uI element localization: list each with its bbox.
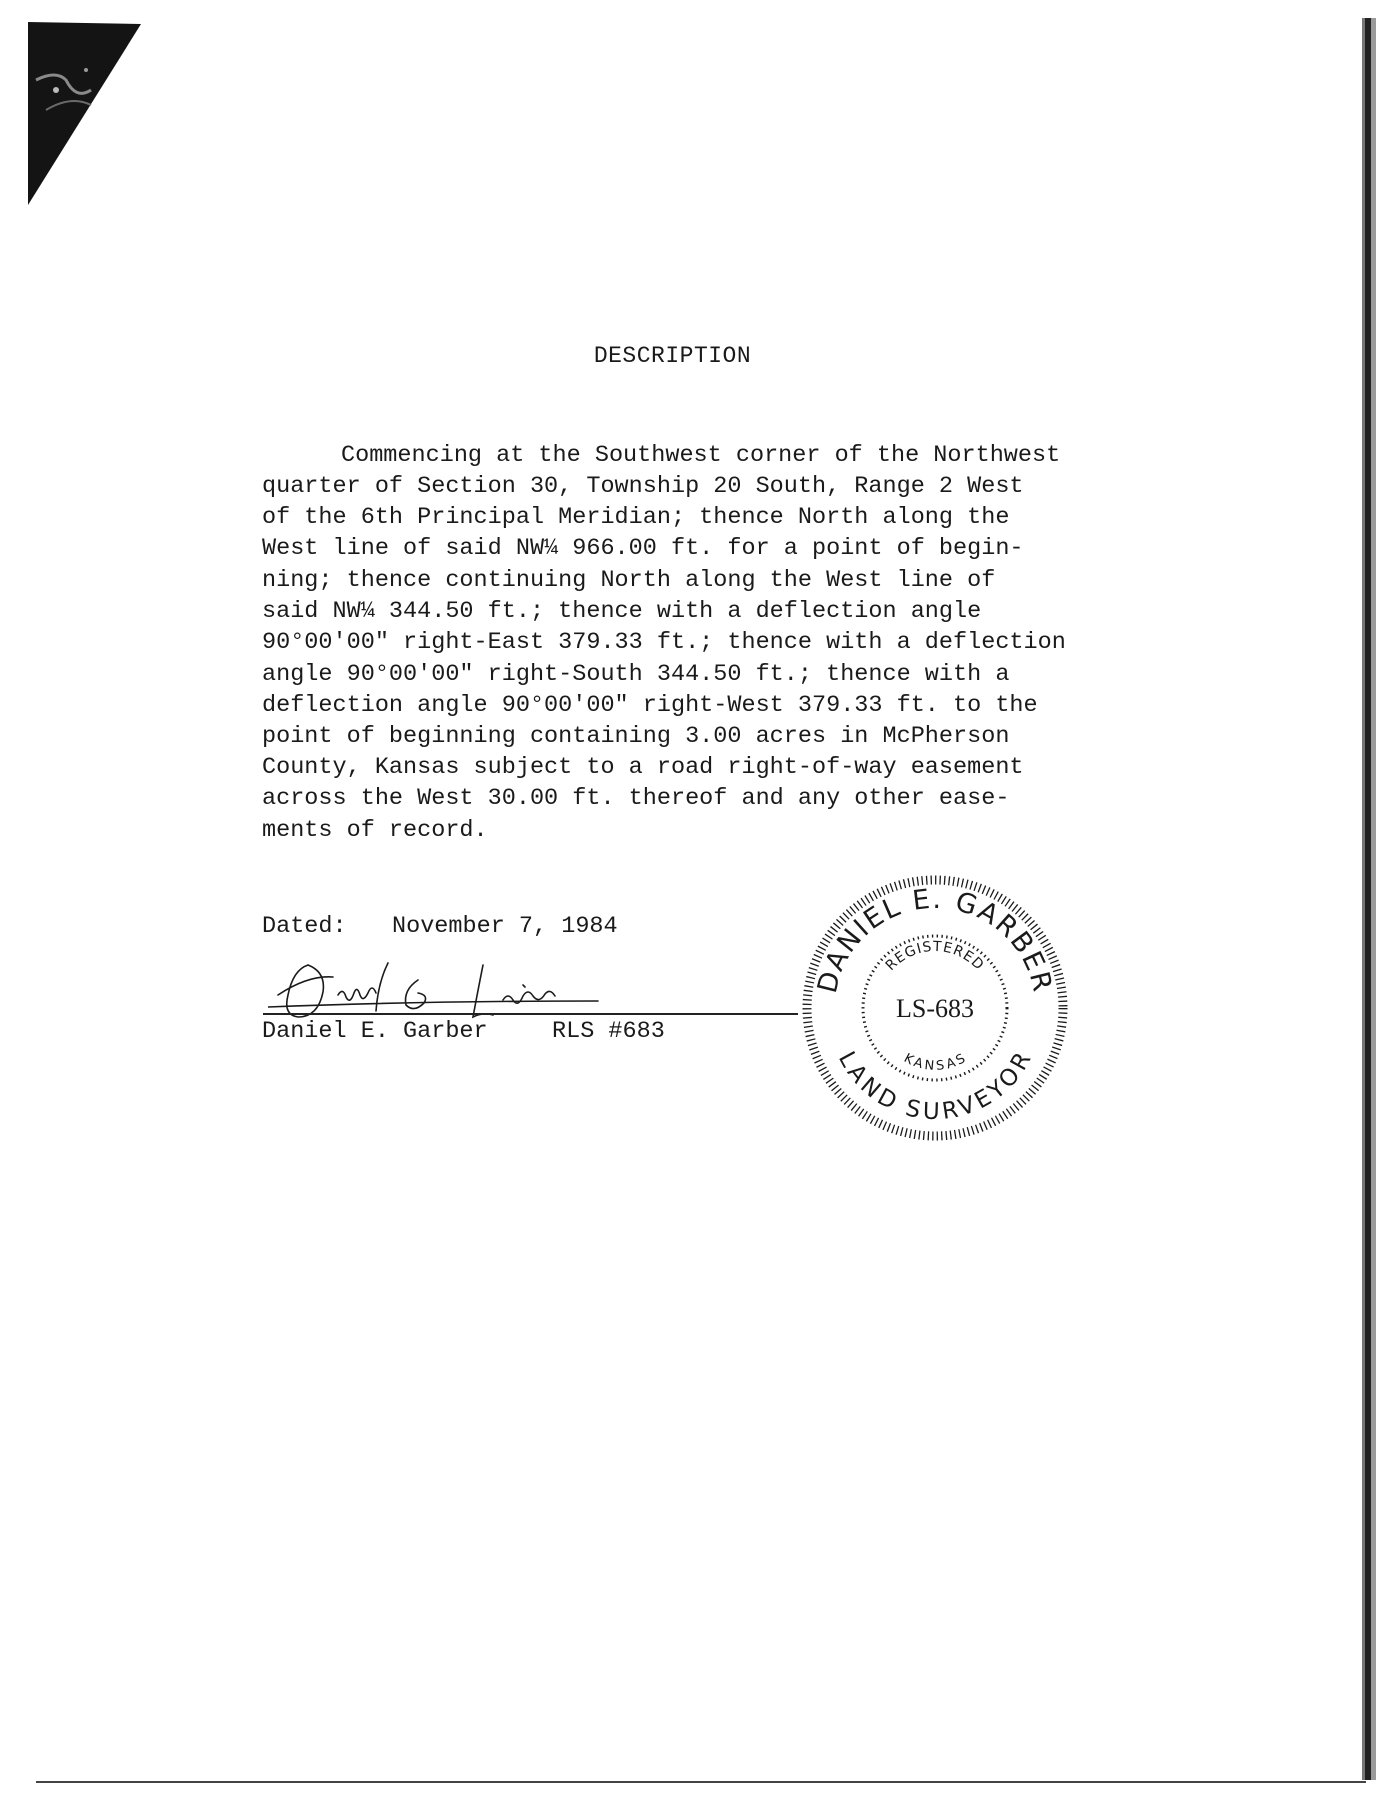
seal-outer-top-text: DANIEL E. GARBER (812, 883, 1058, 997)
body-line: quarter of Section 30, Township 20 South, Range 2 West (262, 473, 1024, 500)
scan-right-edge (1362, 18, 1376, 1780)
signature-line (263, 1013, 798, 1015)
body-line: of the 6th Principal Meridian; thence North along the (262, 504, 1010, 531)
seal-inner-top-text: REGISTERED (882, 938, 988, 975)
dated-label: Dated: (262, 913, 347, 940)
body-line: 90°00'00" right-East 379.33 ft.; thence with a deflection (262, 629, 1066, 656)
body-line: ning; thence continuing North along the West line of (262, 567, 996, 594)
seal-outer-bottom-text: LAND SURVEYOR (832, 1047, 1037, 1126)
body-line: ments of record. (262, 817, 488, 844)
scan-corner-artifact (26, 20, 146, 210)
surveyor-seal (800, 873, 1070, 1143)
body-line: County, Kansas subject to a road right-of-way easement (262, 754, 1024, 781)
body-line: across the West 30.00 ft. thereof and any other ease- (262, 785, 1010, 812)
seal-inner-bottom-text: KANSAS (901, 1050, 969, 1075)
body-line: West line of said NW¼ 966.00 ft. for a point of begin- (262, 535, 1024, 562)
scan-bottom-edge (36, 1781, 1366, 1783)
body-line: said NW¼ 344.50 ft.; thence with a deflection angle (262, 598, 982, 625)
body-line: Commencing at the Southwest corner of the Northwest (341, 442, 1061, 469)
body-line: point of beginning containing 3.00 acres in McPherson (262, 723, 1010, 750)
document-title: DESCRIPTION (593, 343, 752, 369)
signer-name: Daniel E. Garber (262, 1018, 488, 1045)
seal-center-text: LS-683 (896, 994, 974, 1023)
dated-value: November 7, 1984 (392, 913, 618, 940)
body-line: deflection angle 90°00'00" right-West 379.33 ft. to the (262, 692, 1038, 719)
body-line: angle 90°00'00" right-South 344.50 ft.; thence with a (262, 661, 1010, 688)
signer-license: RLS #683 (552, 1018, 665, 1045)
